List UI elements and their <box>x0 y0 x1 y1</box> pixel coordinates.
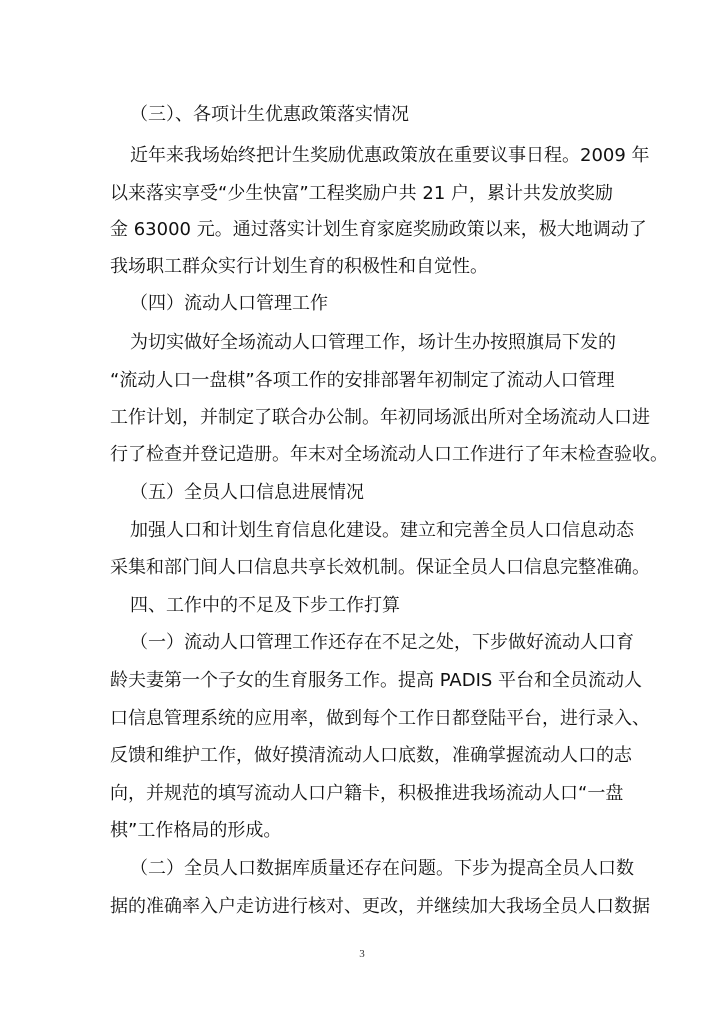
paragraph-line: 棋”工作格局的形成。 <box>110 820 282 841</box>
heading-3: （三）、各项计生优惠政策落实情况 <box>130 104 409 125</box>
paragraph-line: 向，并规范的填写流动人口户籍卡，积极推进我场流动人口“一盘 <box>110 783 624 804</box>
paragraph-line: 采集和部门间人口信息共享长效机制。保证全员人口信息完整准确。 <box>110 557 650 578</box>
heading-5: （五）全员人口信息进展情况 <box>130 482 364 503</box>
paragraph-line: 我场职工群众实行计划生育的积极性和自觉性。 <box>110 256 488 277</box>
paragraph-line: 龄夫妻第一个子女的生育服务工作。提高 PADIS 平台和全员流动人 <box>110 670 643 691</box>
paragraph-line: 近年来我场始终把计生奖励优惠政策放在重要议事日程。2009 年 <box>130 145 650 166</box>
paragraph-line: 以来落实享受“少生快富”工程奖励户共 21 户，累计共发放奖励 <box>110 183 613 204</box>
paragraph-line: 为切实做好全场流动人口管理工作，场计生办按照旗局下发的 <box>130 332 616 353</box>
paragraph-line: 行了检查并登记造册。年末对全场流动人口工作进行了年末检查验收。 <box>110 444 668 465</box>
heading-4: （四）流动人口管理工作 <box>130 293 328 314</box>
paragraph-line: 据的准确率入户走访进行核对、更改，并继续加大我场全员人口数据 <box>110 896 650 917</box>
section-heading: 四、工作中的不足及下步工作打算 <box>130 595 400 616</box>
paragraph-line: “流动人口一盘棋”各项工作的安排部署年初制定了流动人口管理 <box>110 370 615 391</box>
page-number: 3 <box>359 948 365 960</box>
paragraph-line: 工作计划，并制定了联合办公制。年初同场派出所对全场流动人口进 <box>110 407 650 428</box>
paragraph-line: （二）全员人口数据库质量还存在问题。下步为提高全员人口数 <box>130 858 634 879</box>
paragraph-line: 反馈和维护工作，做好摸清流动人口底数，准确掌握流动人口的志 <box>110 745 632 766</box>
paragraph-line: 口信息管理系统的应用率，做到每个工作日都登陆平台，进行录入、 <box>110 708 650 729</box>
paragraph-line: （一）流动人口管理工作还存在不足之处，下步做好流动人口育 <box>130 632 634 653</box>
paragraph-line: 加强人口和计划生育信息化建设。建立和完善全员人口信息动态 <box>130 520 634 541</box>
paragraph-line: 金 63000 元。通过落实计划生育家庭奖励政策以来，极大地调动了 <box>110 219 647 240</box>
